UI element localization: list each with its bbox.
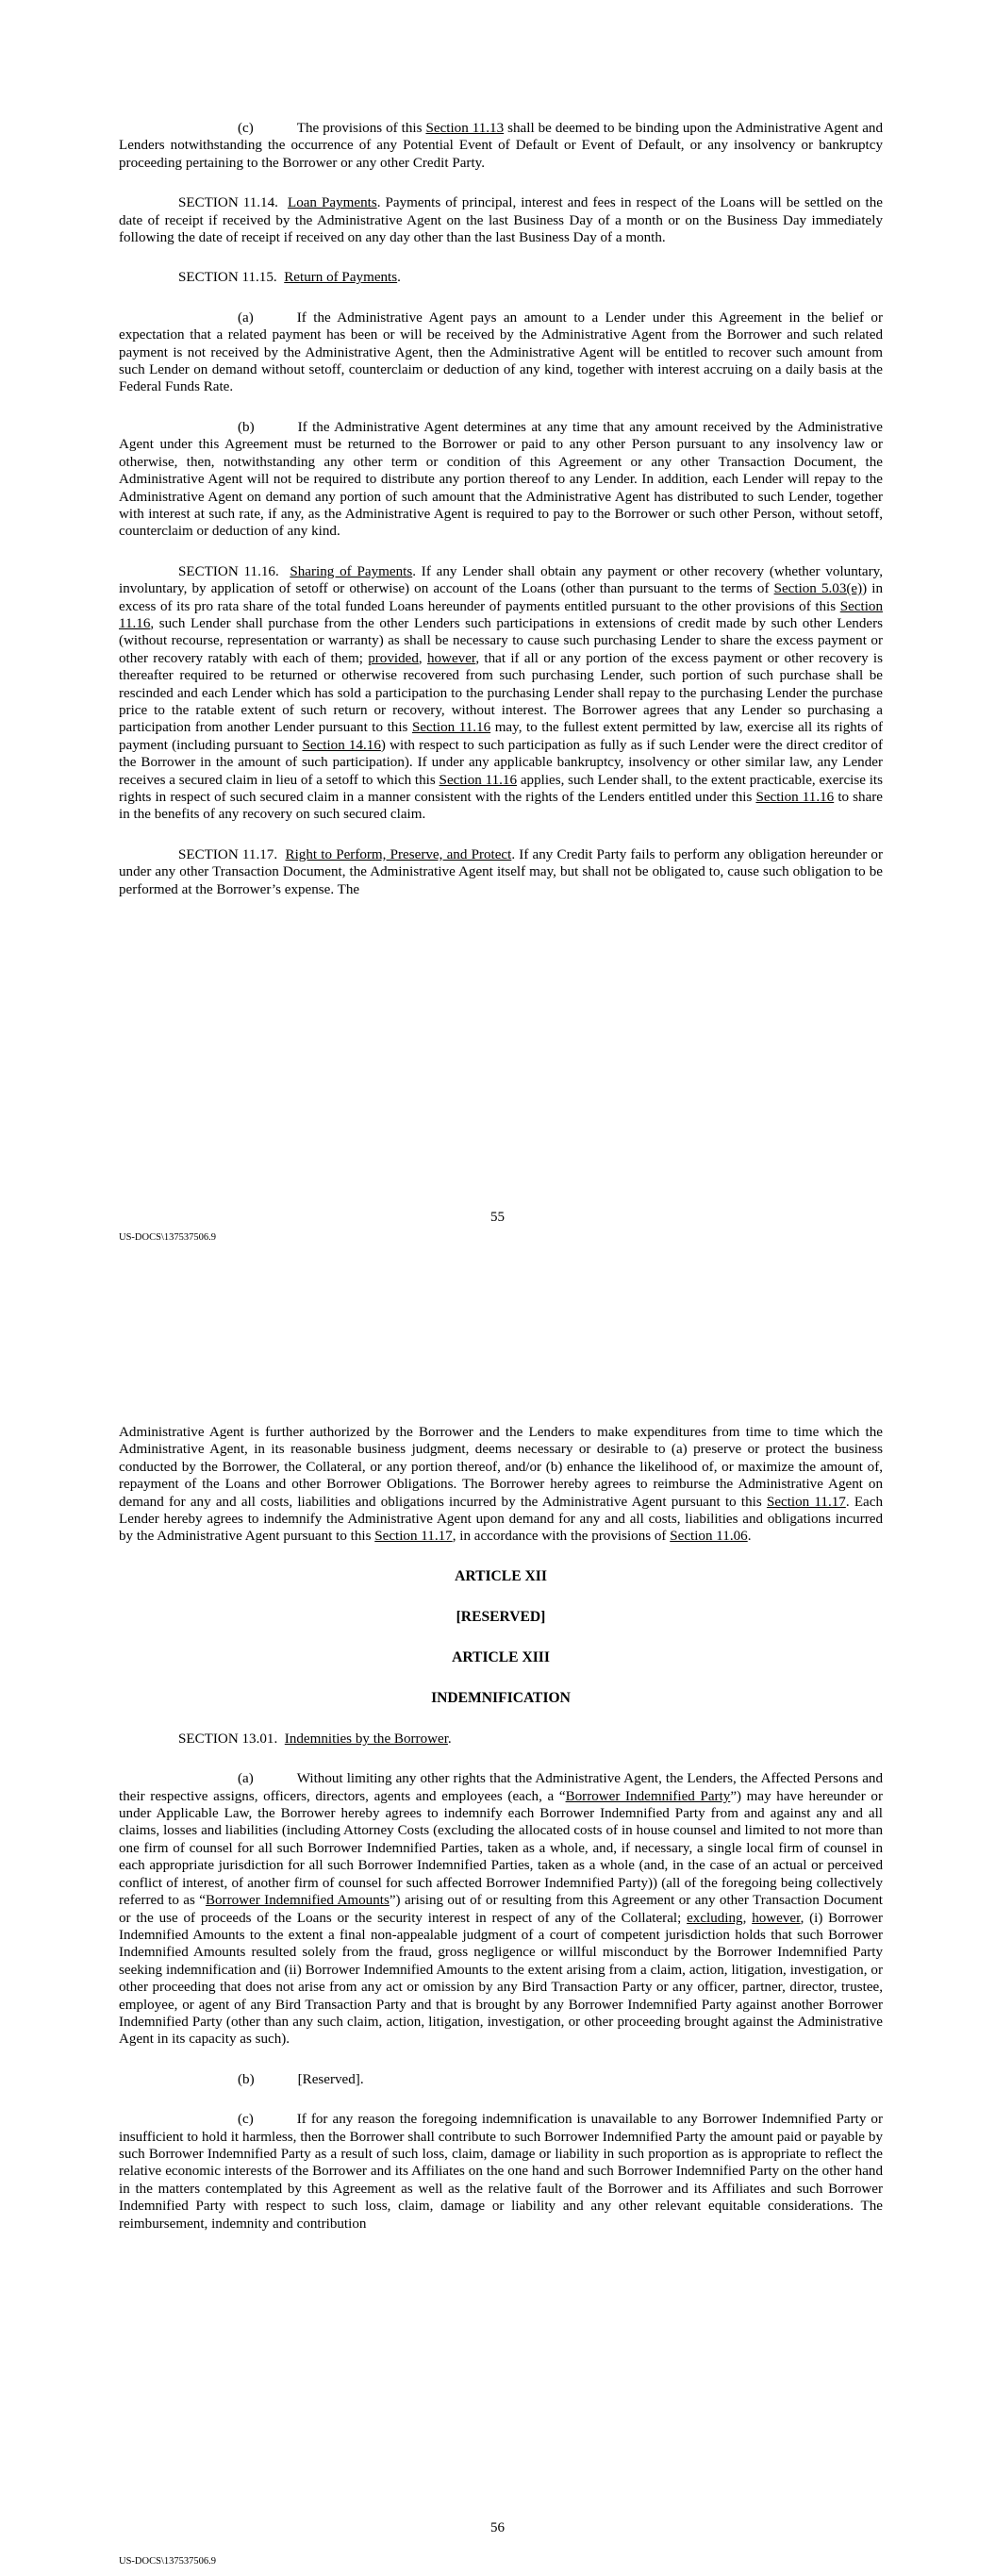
clause-marker: (a) bbox=[238, 309, 254, 326]
section-title: Right to Perform, Preserve, and Protect bbox=[285, 846, 512, 862]
section-reference: Section 11.16 bbox=[411, 720, 491, 736]
section-title: Sharing of Payments bbox=[290, 563, 413, 579]
paragraph-13-01-c bbox=[119, 2111, 883, 2233]
defined-term: Borrower Indemnified Party bbox=[565, 1788, 731, 1804]
provided-term: provided bbox=[368, 650, 419, 666]
text: ”) arising out of or resulting from this Agreement or any other Transaction Document or the use of proceeds of the Loans or the security interest in respect of any of the Collateral; bbox=[119, 1893, 883, 1926]
text: [Reserved]. bbox=[297, 2071, 364, 2087]
page-56-body bbox=[119, 1424, 883, 2255]
text: If the Administrative Agent determines at any time that any amount received by the Administrative Agent under this Agreement must be returned to the Borrower or paid to any other Person pursuant to any insolvency law or otherwise, then, notwithstanding any other term or condition of this Agreement or any other Transaction Document, the Administrative Agent will not be required to distribute any portion thereof to any Lender. In addition, each Lender will repay to the Administrative Agent on demand any portion of such amount that the Administrative Agent has distributed to such Lender, together with interest at such rate, if any, as the Administrative Agent is required to pay to the Borrower or such other Person, without setoff, counterclaim or deduction of any kind. bbox=[119, 419, 883, 540]
page-number: 56 bbox=[490, 2520, 505, 2535]
article-12-heading: ARTICLE XII bbox=[455, 1567, 547, 1584]
article-12-title: [RESERVED] bbox=[456, 1608, 546, 1625]
text: may, to the fullest extent permitted by law, exercise all its rights of payment (including pursuant to bbox=[119, 720, 883, 753]
document-id: US-DOCS\137537506.9 bbox=[119, 2556, 216, 2567]
paragraph-11-13-c bbox=[119, 120, 883, 172]
text: , such Lender shall purchase from the other Lenders such participations in extensions of credit made by such other Lenders (without recourse, representation or warranty) as shall be necessary to cause such purchasing Lender to share the excess payment or other recovery ratably with each of them; bbox=[119, 615, 883, 666]
text: . bbox=[747, 1529, 752, 1545]
section-reference: Section 11.17 bbox=[766, 1494, 846, 1510]
text: shall be deemed to be binding upon the Administrative Agent and Lenders notwithstanding the occurrence of any Potential Event of Default or Event of Default, or any insolvency or bankruptcy proceeding pertaining to the Borrower or any other Credit Party. bbox=[119, 121, 883, 171]
page-56 bbox=[0, 1288, 995, 2576]
text: ”) may have hereunder or under Applicable Law, the Borrower hereby agrees to indemnify each Borrower Indemnified Party from and against any and all claims, losses and liabilities (including Attorney Costs (excluding the allocated costs of in house counsel and limited to not more than one firm of counsel for all such Borrower Indemnified Parties, taken as a whole, and, if necessary, a single local firm of counsel in each appropriate jurisdiction for all such Borrower Indemnified Parties, taken as a whole (and, in the case of an actual or perceived conflict of interest, of another firm of counsel for such affected Borrower Indemnified Party)) (all of the foregoing being collectively referred to as “ bbox=[119, 1788, 883, 1909]
section-reference: Section 11.16 bbox=[439, 772, 518, 788]
text: to share in the benefits of any recovery on such secured claim. bbox=[119, 790, 883, 823]
text: , in accordance with the provisions of bbox=[452, 1529, 671, 1545]
page-55-body bbox=[119, 120, 883, 921]
text: applies, such Lender shall, to the extent practicable, exercise its rights in respect of such secured claim in a manner consistent with the rights of the Lenders entitled under this bbox=[119, 772, 883, 805]
clause-marker: (a) bbox=[238, 1771, 254, 1787]
section-13-01-heading bbox=[119, 1731, 883, 1748]
text: If for any reason the foregoing indemnification is unavailable to any Borrower Indemnified Party or insufficient to hold it harmless, then the Borrower shall contribute to such Borrower Indemnified Party the amount paid or payable by such Borrower Indemnified Party as a result of such loss, claim, damage or liability in such proportion as is appropriate to reflect the relative economic interests of the Borrower and its Affiliates on the one hand and such Borrower Indemnified Party on the other hand in the matters contemplated by this Agreement as well as the relative fault of the Borrower and its Affiliates and such Borrower Indemnified Party with respect to such loss, claim, damage or liability and any other relevant equitable considerations. The reimbursement, indemnity and contribution bbox=[119, 2112, 883, 2232]
clause-marker: (b) bbox=[238, 419, 255, 435]
paragraph-11-15-a bbox=[119, 309, 883, 396]
section-title: Loan Payments bbox=[287, 195, 377, 211]
section-11-15-heading: SECTION 11.15. Return of Payments. bbox=[178, 270, 401, 286]
section-title: Indemnities by the Borrower bbox=[284, 1731, 448, 1747]
clause-marker: (c) bbox=[238, 121, 254, 136]
text: . Each Lender hereby agrees to indemnify the Administrative Agent upon demand for any and all costs, liabilities and obligations incurred by the Administrative Agent pursuant to this bbox=[119, 1494, 884, 1545]
text: , bbox=[742, 1910, 753, 1926]
section-11-14 bbox=[119, 194, 883, 246]
text: If the Administrative Agent pays an amount to a Lender under this Agreement in the belief or expectation that a related payment has been or will be received by the Administrative Agent from the Borrower and such related payment is not received by the Administrative Agent, then the Administrative Agent will be entitled to recover such amount from such Lender on demand without setoff, counterclaim or deduction of any kind, together with interest accruing on a daily basis at the Federal Funds Rate. bbox=[119, 309, 883, 395]
text: . Payments of principal, interest and fees in respect of the Loans will be settled on the date of receipt if received by the Administrative Agent on the last Business Day of a month or on the Business Day immediately following the date of receipt if received on any day other than the last Business Day of a month. bbox=[119, 195, 883, 246]
article-13-title: INDEMNIFICATION bbox=[431, 1689, 571, 1706]
section-number: SECTION 13.01. bbox=[178, 1731, 278, 1747]
section-reference: Section 11.13 bbox=[425, 121, 505, 136]
text: . bbox=[447, 1731, 452, 1747]
section-reference: Section 11.17 bbox=[374, 1529, 453, 1545]
text: Without limiting any other rights that the Administrative Agent, the Lenders, the Affected Persons and their respective assigns, officers, directors, agents and employees (each, a “ bbox=[119, 1771, 883, 1804]
however-term: however bbox=[752, 1910, 801, 1926]
text: . If any Lender shall obtain any payment or other recovery (whether voluntary, involuntary, by application of setoff or otherwise) on account of the Loans (other than pursuant to the terms of bbox=[119, 563, 883, 597]
paragraph-13-01-a bbox=[119, 1770, 883, 2049]
paragraph-13-01-b bbox=[119, 2071, 883, 2088]
section-number: SECTION 11.17. bbox=[178, 846, 278, 862]
document-id: US-DOCS\137537506.9 bbox=[119, 1232, 216, 1243]
text: The provisions of this bbox=[296, 121, 426, 136]
paragraph-11-15-b bbox=[119, 419, 883, 541]
text: ) in excess of its pro rata share of the total funded Loans hereunder of payments entitled pursuant to the other provisions of this bbox=[119, 581, 883, 614]
section-reference: Section 5.03(e) bbox=[773, 581, 863, 597]
text: ) with respect to such participation as fully as if such Lender were the direct creditor of the Borrower in the amount of such participation). If under any applicable bankruptcy, insolvency or other similar law, any Lender receives a secured claim in lieu of a setoff to which this bbox=[119, 737, 883, 788]
clause-marker: (b) bbox=[238, 2071, 255, 2087]
text: , (i) Borrower Indemnified Amounts to the extent a final non-appealable judgment of a court of competent jurisdiction holds that such Borrower Indemnified Amounts resulted solely from the fraud, gross negligence or willful misconduct by the Borrower Indemnified Party seeking indemnification and (ii) Borrower Indemnified Amounts to the extent arising from a claim, action, litigation, investigation, or other proceeding that does not arise from any act or omission by any Bird Transaction Party or any officer, partner, director, trustee, employee, or agent of any Bird Transaction Party and that is brought by any Borrower Indemnified Party against another Borrower Indemnified Party (other than any such claim, action, litigation, investigation, or other proceeding brought against the Administrative Agent in its capacity as such). bbox=[119, 1910, 884, 2048]
section-title: Return of Payments bbox=[284, 270, 398, 286]
clause-marker: (c) bbox=[238, 2112, 254, 2128]
article-13-heading: ARTICLE XIII bbox=[452, 1648, 550, 1665]
section-reference: Section 14.16 bbox=[302, 737, 381, 753]
however-term: however bbox=[426, 650, 476, 666]
section-number: SECTION 11.14. bbox=[178, 195, 278, 211]
section-11-17-continued bbox=[119, 1424, 883, 1546]
section-reference: Section 11.16 bbox=[755, 790, 835, 805]
text: , that if all or any portion of the excess payment or other recovery is thereafter required to be returned or otherwise recovered from such purchasing Lender, such portion of such purchase shall be rescinded and each Lender which has sold a participation to the purchasing Lender shall repay to the purchasing Lender the purchase price to the ratable extent of such return or recovery, without interest. The Borrower agrees that any Lender so purchasing a participation from another Lender pursuant to this bbox=[119, 650, 883, 736]
text: , bbox=[418, 650, 427, 666]
excluding-term: excluding bbox=[687, 1910, 743, 1926]
section-number: SECTION 11.16. bbox=[178, 563, 279, 579]
page-number: 55 bbox=[490, 1210, 505, 1225]
section-number: SECTION 11.15. bbox=[178, 270, 277, 286]
defined-term: Borrower Indemnified Amounts bbox=[205, 1893, 390, 1909]
section-reference: Section 11.06 bbox=[670, 1529, 748, 1545]
section-11-16 bbox=[119, 563, 883, 824]
text: . If any Credit Party fails to perform any obligation hereunder or under any other Transaction Document, the Administrative Agent itself may, but shall not be obligated to, cause such obligation to be performed at the Borrower’s expense. The bbox=[119, 846, 883, 897]
text: Administrative Agent is further authorized by the Borrower and the Lenders to make expenditures from time to time which the Administrative Agent, in its reasonable business judgment, deems necessary or desirable to (a) preserve or protect the business conducted by the Borrower, the Collateral, or any portion thereof, and/or (b) enhance the likelihood of, or maximize the amount of, repayment of the Loans and other Borrower Obligations. The Borrower hereby agrees to reimburse the Administrative Agent on demand for any and all costs, liabilities and obligations incurred by the Administrative Agent pursuant to this bbox=[119, 1425, 883, 1510]
section-11-17 bbox=[119, 846, 883, 898]
section-reference: Section 11.16 bbox=[119, 598, 883, 631]
